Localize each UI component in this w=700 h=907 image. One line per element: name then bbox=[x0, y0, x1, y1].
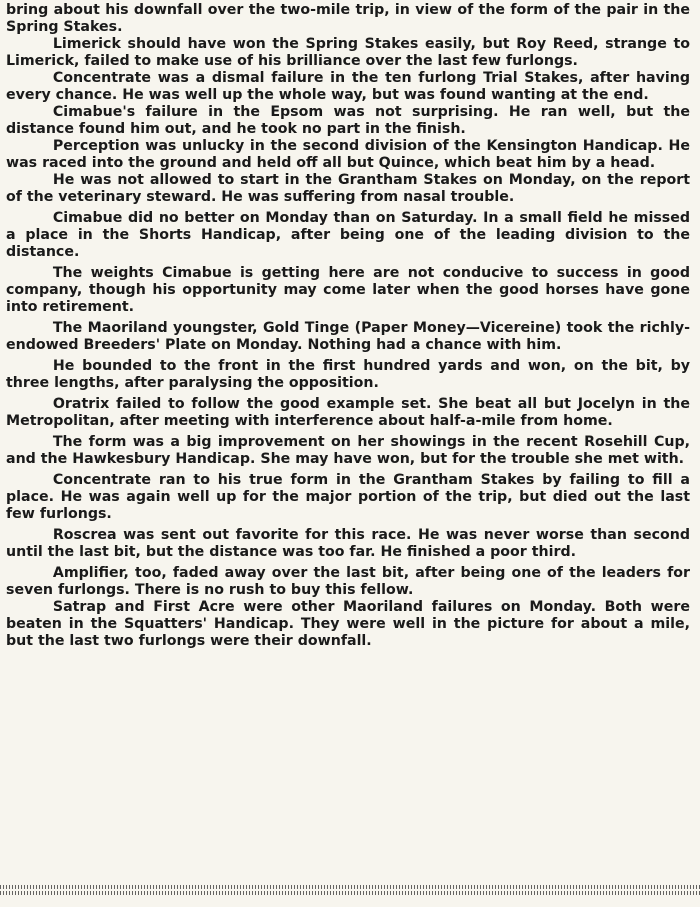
decorative-rule-strip bbox=[0, 885, 700, 895]
article-paragraph-12: The form was a big improvement on her showings in the recent Rosehill Cup, and the Hawkesbury Handicap. She may have won, but for the trouble she met with. bbox=[6, 434, 690, 467]
article-paragraph-11: Oratrix failed to follow the good example set. She beat all but Jocelyn in the Metropolitan, after meeting with interference about half-a-mile from home. bbox=[6, 396, 690, 429]
article-paragraph-1: bring about his downfall over the two-mile trip, in view of the form of the pair in the Spring Stakes. bbox=[6, 2, 690, 35]
article-paragraph-9: The Maoriland youngster, Gold Tinge (Paper Money—Vicereine) took the richly-endowed Breeders' Plate on Monday. Nothing had a chance with him. bbox=[6, 320, 690, 353]
article-paragraph-15: Amplifier, too, faded away over the last bit, after being one of the leaders for seven furlongs. There is no rush to buy this fellow. bbox=[6, 565, 690, 598]
article-paragraph-16: Satrap and First Acre were other Maoriland failures on Monday. Both were beaten in the Squatters' Handicap. They were well in the picture for about a mile, but the last two furlongs were their downfall. bbox=[6, 599, 690, 649]
article-paragraph-2: Limerick should have won the Spring Stakes easily, but Roy Reed, strange to Limerick, failed to make use of his brilliance over the last few furlongs. bbox=[6, 36, 690, 69]
article-paragraph-8: The weights Cimabue is getting here are not conducive to success in good company, though his opportunity may come later when the good horses have gone into retirement. bbox=[6, 265, 690, 315]
article-paragraph-7: Cimabue did no better on Monday than on Saturday. In a small field he missed a place in the Shorts Handicap, after being one of the leading division to the distance. bbox=[6, 210, 690, 260]
article-paragraph-14: Roscrea was sent out favorite for this race. He was never worse than second until the last bit, but the distance was too far. He finished a poor third. bbox=[6, 527, 690, 560]
article-paragraph-3: Concentrate was a dismal failure in the ten furlong Trial Stakes, after having every chance. He was well up the whole way, but was found wanting at the end. bbox=[6, 70, 690, 103]
article-body bbox=[6, 2, 690, 650]
article-paragraph-10: He bounded to the front in the first hundred yards and won, on the bit, by three lengths, after paralysing the opposition. bbox=[6, 358, 690, 391]
article-paragraph-13: Concentrate ran to his true form in the Grantham Stakes by failing to fill a place. He was again well up for the major portion of the trip, but died out the last few furlongs. bbox=[6, 472, 690, 522]
article-paragraph-5: Perception was unlucky in the second division of the Kensington Handicap. He was raced into the ground and held off all but Quince, which beat him by a head. bbox=[6, 138, 690, 171]
article-paragraph-6: He was not allowed to start in the Grantham Stakes on Monday, on the report of the veterinary steward. He was suffering from nasal trouble. bbox=[6, 172, 690, 205]
article-paragraph-4: Cimabue's failure in the Epsom was not surprising. He ran well, but the distance found him out, and he took no part in the finish. bbox=[6, 104, 690, 137]
